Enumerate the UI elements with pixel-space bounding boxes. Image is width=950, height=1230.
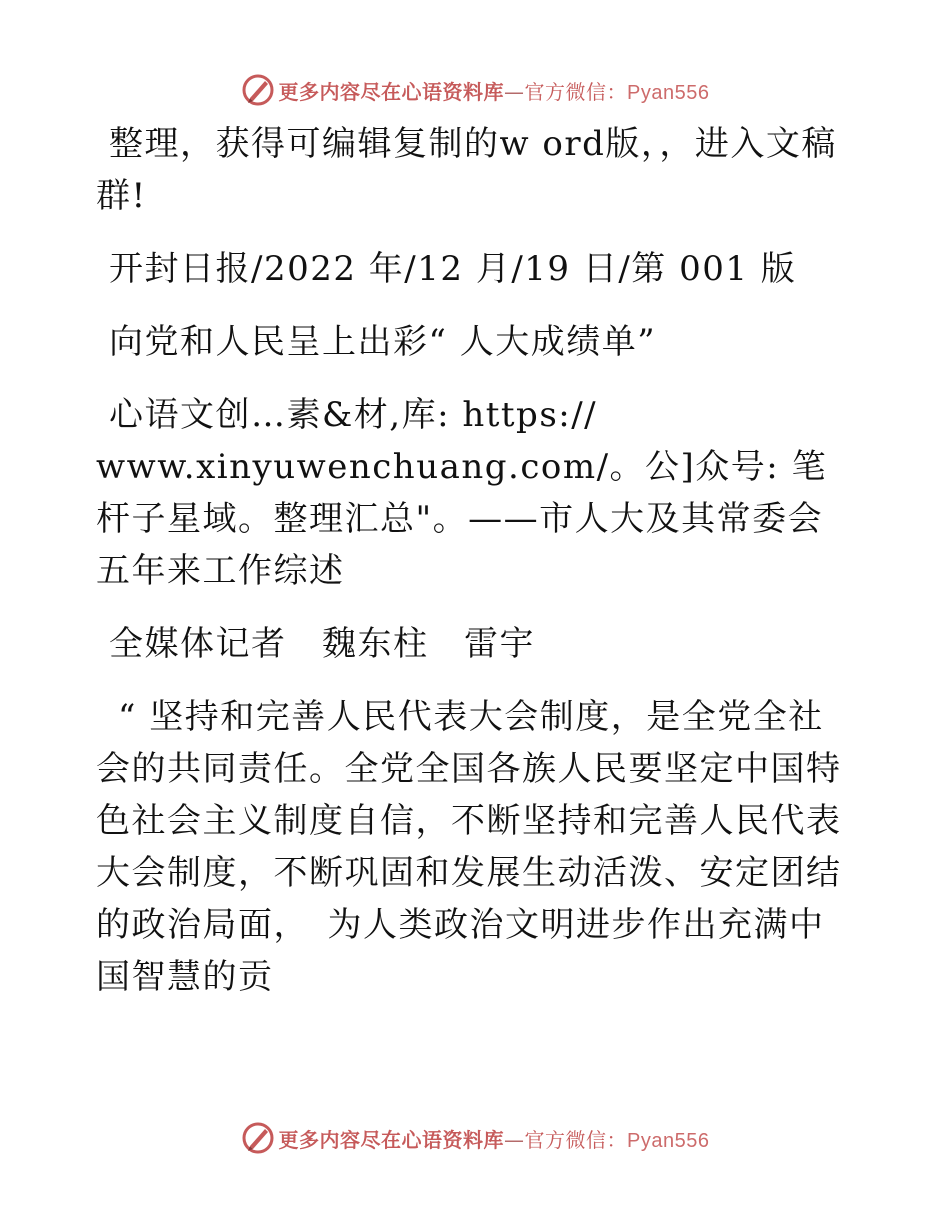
footer-watermark bbox=[0, 1118, 950, 1158]
watermark-account: Pyan556 bbox=[627, 1129, 710, 1152]
watermark-label: 官方微信： bbox=[524, 79, 628, 104]
subtitle-paragraph bbox=[96, 389, 856, 597]
watermark-separator: — bbox=[504, 1127, 525, 1152]
watermark-account: Pyan556 bbox=[627, 81, 710, 104]
watermark-separator: — bbox=[504, 79, 525, 104]
watermark-main-text: 更多内容尽在心语资料库 bbox=[278, 1127, 505, 1152]
headline: 向党和人民呈上出彩“ 人大成绩单” bbox=[109, 322, 657, 362]
watermark-main-text: 更多内容尽在心语资料库 bbox=[278, 79, 505, 104]
intro-paragraph: 整理，获得可编辑复制的w ord版，，进入文稿群! bbox=[96, 124, 837, 216]
watermark-text bbox=[279, 1124, 710, 1153]
subtitle-part-1: 心语文创…素&材,库: https:// bbox=[109, 395, 598, 435]
byline: 全媒体记者 魏东柱 雷宇 bbox=[109, 624, 535, 664]
pen-logo-icon bbox=[241, 73, 275, 107]
document-body bbox=[96, 118, 856, 1024]
watermark-text bbox=[279, 76, 710, 105]
body-paragraph: “ 坚持和完善人民代表大会制度，是全党全社会的共同责任。全党全国各族人民要坚定中国特色社会主义制度自信，不断坚持和完善人民代表大会制度，不断巩固和发展生动活泼、安定团结的政治局面， 为人类政治文明进步作出充满中国智慧的贡 bbox=[96, 697, 842, 997]
watermark-label: 官方微信： bbox=[524, 1127, 628, 1152]
header-watermark bbox=[0, 70, 950, 110]
source-line: 开封日报/2022 年/12 月/19 日/第 001 版 bbox=[109, 249, 797, 289]
pen-logo-icon bbox=[241, 1121, 275, 1155]
subtitle-part-2: www.xinyuwenchuang.com/。公]众号: 笔杆子星域。整理汇总"。——市人大及其常委会五年来工作综述 bbox=[96, 447, 828, 591]
